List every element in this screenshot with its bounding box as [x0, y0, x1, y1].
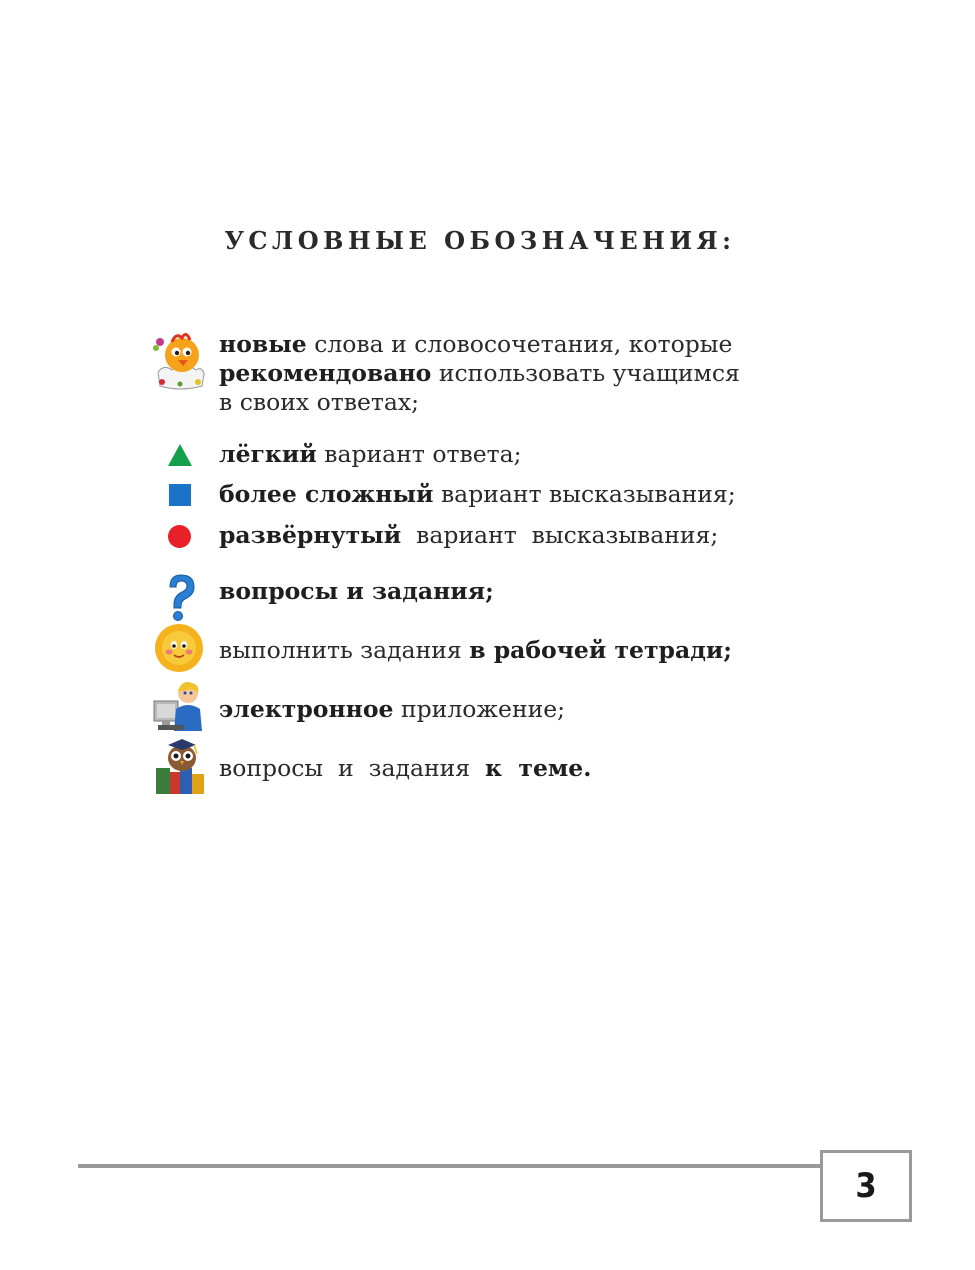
legend-text-easy-answer: [219, 440, 859, 469]
legend-text-topic-questions: [219, 754, 859, 783]
sun-icon: [152, 624, 208, 684]
text-run: вариант высказывания;: [401, 521, 719, 549]
text-run: в своих ответах;: [219, 388, 420, 416]
bold-text: рекомендовано: [219, 359, 432, 387]
text-run: вариант высказывания;: [433, 480, 736, 508]
legend-text-electronic-app: [219, 695, 859, 724]
legend-text-new-words: [219, 330, 859, 417]
chick-in-eggshell-icon: [152, 330, 208, 390]
bold-text: вопросы и задания;: [219, 577, 494, 605]
legend-text-harder-statement: [219, 480, 859, 509]
bold-text: к теме.: [485, 754, 592, 782]
boy-at-computer-icon: [152, 679, 208, 739]
legend-text-questions: [219, 577, 859, 606]
owl-with-books-icon: [152, 738, 208, 798]
bold-text: развёрнутый: [219, 521, 402, 549]
bold-text: электронное: [219, 695, 394, 723]
text-run: приложение;: [393, 695, 566, 723]
bold-text: в рабочей тетради;: [469, 636, 732, 664]
page-number: 3: [855, 1166, 877, 1206]
text-run: слова и словосочетания, которые: [306, 330, 733, 358]
text-run: выполнить задания: [219, 636, 470, 664]
legend-text-detailed-statement: [219, 521, 859, 550]
footer-rule: [78, 1164, 821, 1168]
text-run: использовать учащимся: [431, 359, 740, 387]
page-title: УСЛОВНЫЕ ОБОЗНАЧЕНИЯ:: [224, 226, 736, 255]
legend-text-workbook: [219, 636, 859, 665]
page-number-box: [820, 1150, 912, 1222]
red-circle-icon: [152, 521, 208, 581]
bold-text: лёгкий: [219, 440, 317, 468]
text-run: вопросы и задания: [219, 754, 486, 782]
bold-text: новые: [219, 330, 307, 358]
bold-text: более сложный: [219, 480, 434, 508]
text-run: вариант ответа;: [316, 440, 522, 468]
